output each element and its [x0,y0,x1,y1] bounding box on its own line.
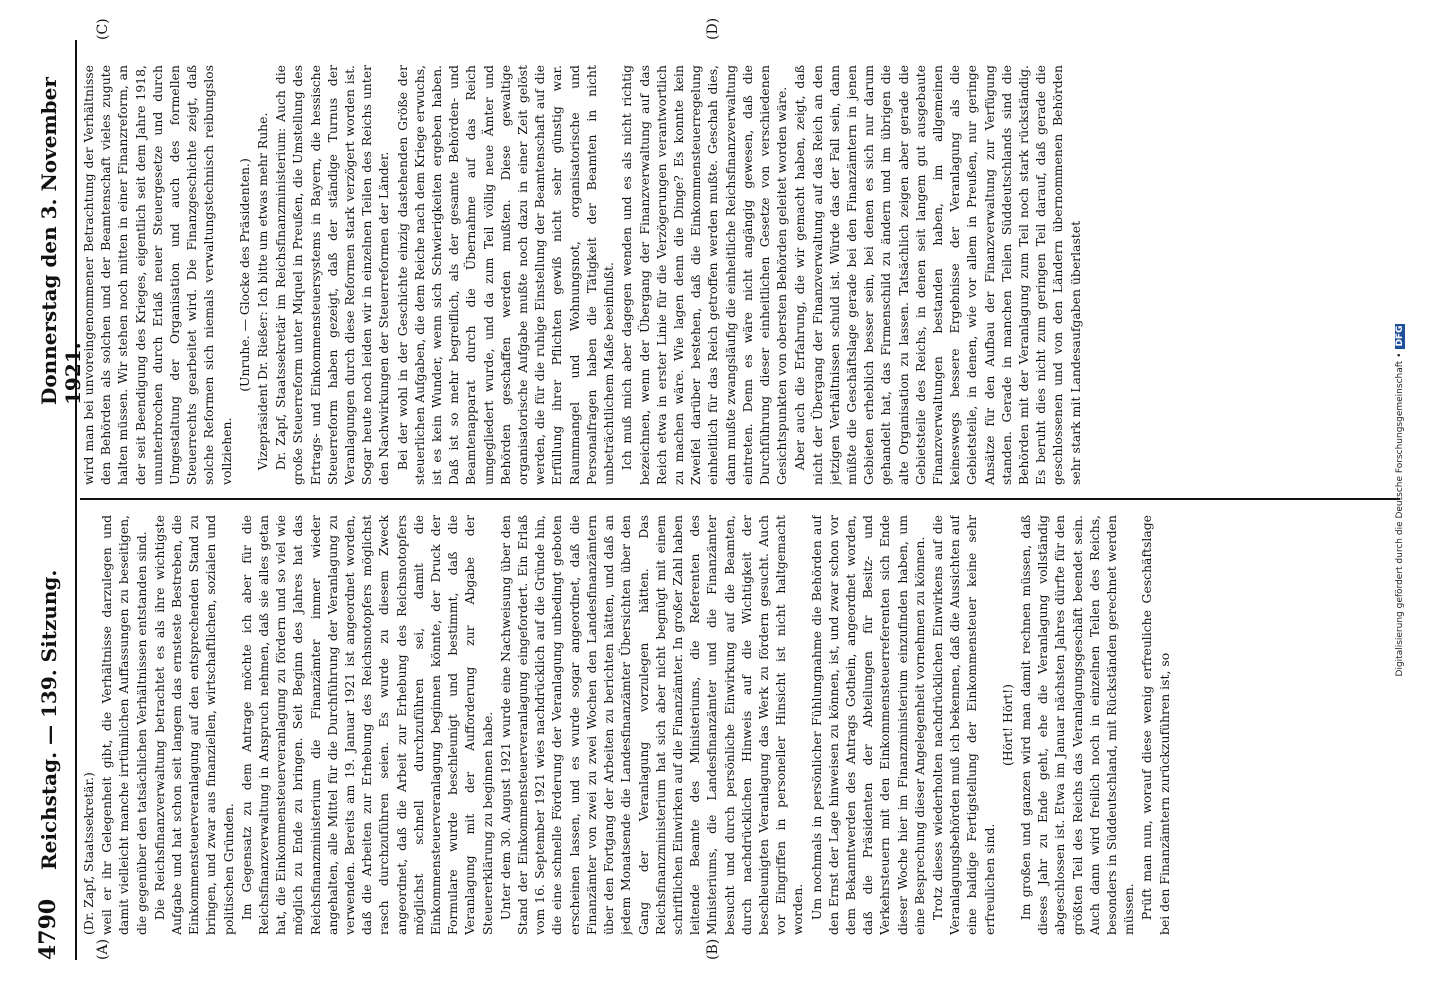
page-number: 4790 [35,898,61,960]
paragraph: weil er ihr Gelegenheit gibt, die Verhältnisse darzulegen und damit vielleicht manche irrtümlichen Auffassungen zu beseitigen, die gegenüber den tatsächlichen Verhältnissen entstanden sind. [99,515,149,935]
header-left-title: Reichstag. — 139. Sitzung. [37,569,61,870]
paragraph: Dr. Zapf, Staatssekretär im Reichsfinanzministerium: Auch die große Steuerreform unter Miquel in Preußen, die Umstellung des Ertrags- und Einkommensteuersystems in Bayern, die hessische Steuerreform haben gezeigt, daß der ständige Turnus der Veranlagungen durch diese Reformen stark verzögert worden ist. Sogar heute noch leiden wir in einzelnen Teilen des Reichs unter den Nachwirkungen der Steuerreformen der Länder. [273,65,392,485]
credit-text: Digitalisierung gefördert durch die Deutsche Forschungsgemeinschaft • [1395,352,1405,677]
paragraph: Prüft man nun, worauf diese wenig erfreuliche Geschäftslage bei den Finanzämtern zurückzuführen ist, so [1139,515,1172,935]
header-rule [75,40,77,960]
margin-label-d: (D) [705,17,721,40]
margin-label-c: (C) [95,18,111,40]
interjection: (Unruhe. — Glocke des Präsidenten.) [236,158,252,392]
column-divider [80,498,1400,500]
dfg-logo: DFG [1395,325,1405,347]
paragraph: Trotz dieses wiederholten nachdrücklichen Einwirkens auf die Veranlagungsbehörden muß ich bekennen, daß die Aussichten auf eine baldige Fertigstellung der Einkommensteuer keine sehr erfreulichen sind. [929,515,997,935]
header-right-title: Donnerstag den 3. November 1921. [37,77,85,405]
running-header [35,40,85,960]
paragraph: Ich muß mich aber dagegen wenden und es als nicht richtig bezeichnen, wenn der Übergang der Finanzverwaltung auf das Reich etwa in erster Linie für die Verzögerungen verantwortlich zu machen wäre. Wie lagen denn die Dinge? Es konnte kein Zweifel darüber bestehen, daß die Einkommensteuerregelung einheitlich für das Reich getroffen werden mußte. Geschah dies, dann mußte zwangsläufig die einheitliche Reichsfinanzverwaltung eintreten. Denn es wäre nicht angängig gewesen, daß die Durchführung dieser einheitlichen Gesetze von verschiedenen Gesichtspunkten von obersten Behörden geleitet worden wäre. [619,65,790,485]
paragraph: Vizepräsident Dr. Rießer: Ich bitte um etwas mehr Ruhe. [255,112,271,471]
digitization-credit [1395,0,1415,1000]
paragraph: wird man bei unvoreingenommener Betrachtung der Verhältnisse den Behörden als solchen und der Beamtenschaft vieles zugute halten müssen. Wir stehen noch mitten in einer Finanzreform, an der seit Beendigung des Krieges, eigentlich seit dem Jahre 1918, ununterbrochen durch Erlaß neuer Steuergesetze und durch Umgestaltung der Organisation und auch des formellen Steuerrechts gearbeitet wird. Die Finanzgeschichte zeigt, daß solche Reformen sich niemals verwaltungstechnisch reibungslos vollziehen. [81,65,234,485]
paragraph: Unter dem 30. August 1921 wurde eine Nachweisung über den Stand der Einkommensteuerveranlagung eingefordert. Ein Erlaß vom 16. September 1921 wies nachdrücklich auf die Gründe hin, die eine schnelle Förderung der Veranlagung unbedingt geboten erscheinen lassen, und es wurde sogar angeordnet, daß die Finanzämter von zwei zu zwei Wochen den Landesfinanzämtern über den Fortgang der Arbeiten zu berichten hätten, und daß an jedem Monatsende die Landesfinanzämter Übersichten über den Gang der Veranlagung vorzulegen hätten. Das Reichsfinanzministerium hat sich aber nicht begnügt mit einem schriftlichen Einwirken auf die Finanzämter. In großer Zahl haben leitende Beamte des Ministeriums, die Referenten des Ministeriums, die Landesfinanzämter und die Finanzämter besucht und durch persönliche Einwirkung auf die Beamten, durch nachdrücklichen Hinweis auf die Wichtigkeit der beschleunigten Veranlagung das Werk zu fördern gesucht. Auch vor Eingriffen in personeller Hinsicht ist nicht haltgemacht worden. [497,515,806,935]
text-column-right [80,65,1400,485]
margin-label-a: (A) [95,938,111,960]
paragraph: Die Reichsfinanzverwaltung betrachtet es als ihre wichtigste Aufgabe und hat schon seit langem das ernsteste Bestreben, die Einkommensteuerveranlagung auf den entsprechenden Stand zu bringen, und zwar aus finanziellen, wirtschaftlichen, sozialen und politischen Gründen. [151,515,236,935]
paragraph: Im großen und ganzen wird man damit rechnen müssen, daß dieses Jahr zu Ende geht, ehe die Veranlagung vollständig abgeschlossen ist. Etwa im Januar nächsten Jahres dürfte für den größten Teil des Reichs das Veranlagungsgeschäft beendet sein. Auch dann wird freilich noch in einzelnen Teilen des Reichs, besonders in Süddeutschland, mit Rückständen gerechnet werden müssen. [1017,515,1137,935]
speaker-note: (Dr. Zapf, Staatssekretär.) [81,772,96,935]
paragraph: Um nochmals in persönlicher Fühlungnahme die Behörden auf den Ernst der Lage hinweisen zu können, ist, und zwar schon vor dem Bekanntwerden des Antrags Gothein, angeordnet worden, daß die Präsidenten der Abteilungen für Besitz- und Verkehrsteuern mit den Einkommensteuerreferenten sich Ende dieser Woche hier im Finanzministerium einzufinden haben, um eine Besprechung dieser Angelegenheit vornehmen zu können. [808,515,927,935]
margin-label-b: (B) [705,938,721,960]
paragraph: Aber auch die Erfahrung, die wir gemacht haben, zeigt, daß nicht der Übergang der Finanzverwaltung auf das Reich an den jetzigen Verhältnissen schuld ist. Würde das der Fall sein, dann müßte die Geschäftslage gerade bei den Finanzämtern in jenen Gebieten erheblich besser sein, bei denen es sich nur darum gehandelt hat, das Firmenschild zu ändern und im übrigen die alte Organisation zu lassen. Tatsächlich zeigen aber gerade die Gebietsteile des Reichs, in denen seit langem gut ausgebaute Finanzverwaltungen bestanden haben, im allgemeinen keineswegs bessere Ergebnisse der Veranlagung als die Gebietsteile, in denen, wie vor allem in Preußen, nur geringe Ansätze für den Aufbau der Finanzverwaltung zur Verfügung standen. Gerade in manchen Teilen Süddeutschlands sind die Behörden mit der Veranlagung zum Teil noch stark rückständig. Es beruht dies nicht zum geringen Teil darauf, daß gerade die geschlossenen und von den Ländern übernommenen Behörden sehr stark mit Landesaufgaben überlastet [792,65,1083,485]
interjection: (Hört! Hört!) [999,684,1015,766]
paragraph: Im Gegensatz zu dem Antrage möchte ich aber für die Reichsfinanzverwaltung in Anspruch nehmen, daß sie alles getan hat, die Einkommensteuerveranlagung zu fördern und so viel wie möglich zu Ende zu bringen. Seit Beginn des Jahres hat das Reichsfinanzministerium die Finanzämter immer wieder angehalten, alle Mittel für die Durchführung der Veranlagung zu verwenden. Bereits am 19. Januar 1921 ist angeordnet worden, daß die Arbeiten zur Erhebung des Reichsnotopfers möglichst rasch durchzuführen seien. Es wurde zu diesem Zweck angeordnet, daß die Arbeit zur Erhebung des Reichsnotopfers möglichst schnell durchzuführen sei, damit die Einkommensteuerveranlagung beginnen könnte, der Druck der Formulare wurde beschleunigt und bestimmt, daß die Veranlagung mit der Aufforderung zur Abgabe der Steuererklärung zu beginnen habe. [238,515,495,935]
paragraph: Bei der wohl in der Geschichte einzig dastehenden Größe der steuerlichen Aufgaben, die dem Reiche nach dem Kriege erwuchs, ist es kein Wunder, wenn sich Schwierigkeiten ergeben haben. Daß ist so mehr begreiflich, als der gesamte Behörden- und Beamtenapparat durch die Übernahme auf das Reich umgegliedert wurde, und da zum Teil völlig neue Ämter und Behörden geschaffen werden mußten. Diese gewaltige organisatorische Aufgabe mußte noch dazu in einer Zeit gelöst werden, die für die ruhige Einstellung der Beamtenschaft auf die Erfüllung ihrer Pflichten gewiß nicht sehr günstig war. Raummangel und Wohnungsnot, organisatorische und Personalfragen haben die Tätigkeit der Beamten in nicht unbeträchtlichem Maße beeinflußt. [394,65,617,485]
text-column-left [80,515,1400,935]
